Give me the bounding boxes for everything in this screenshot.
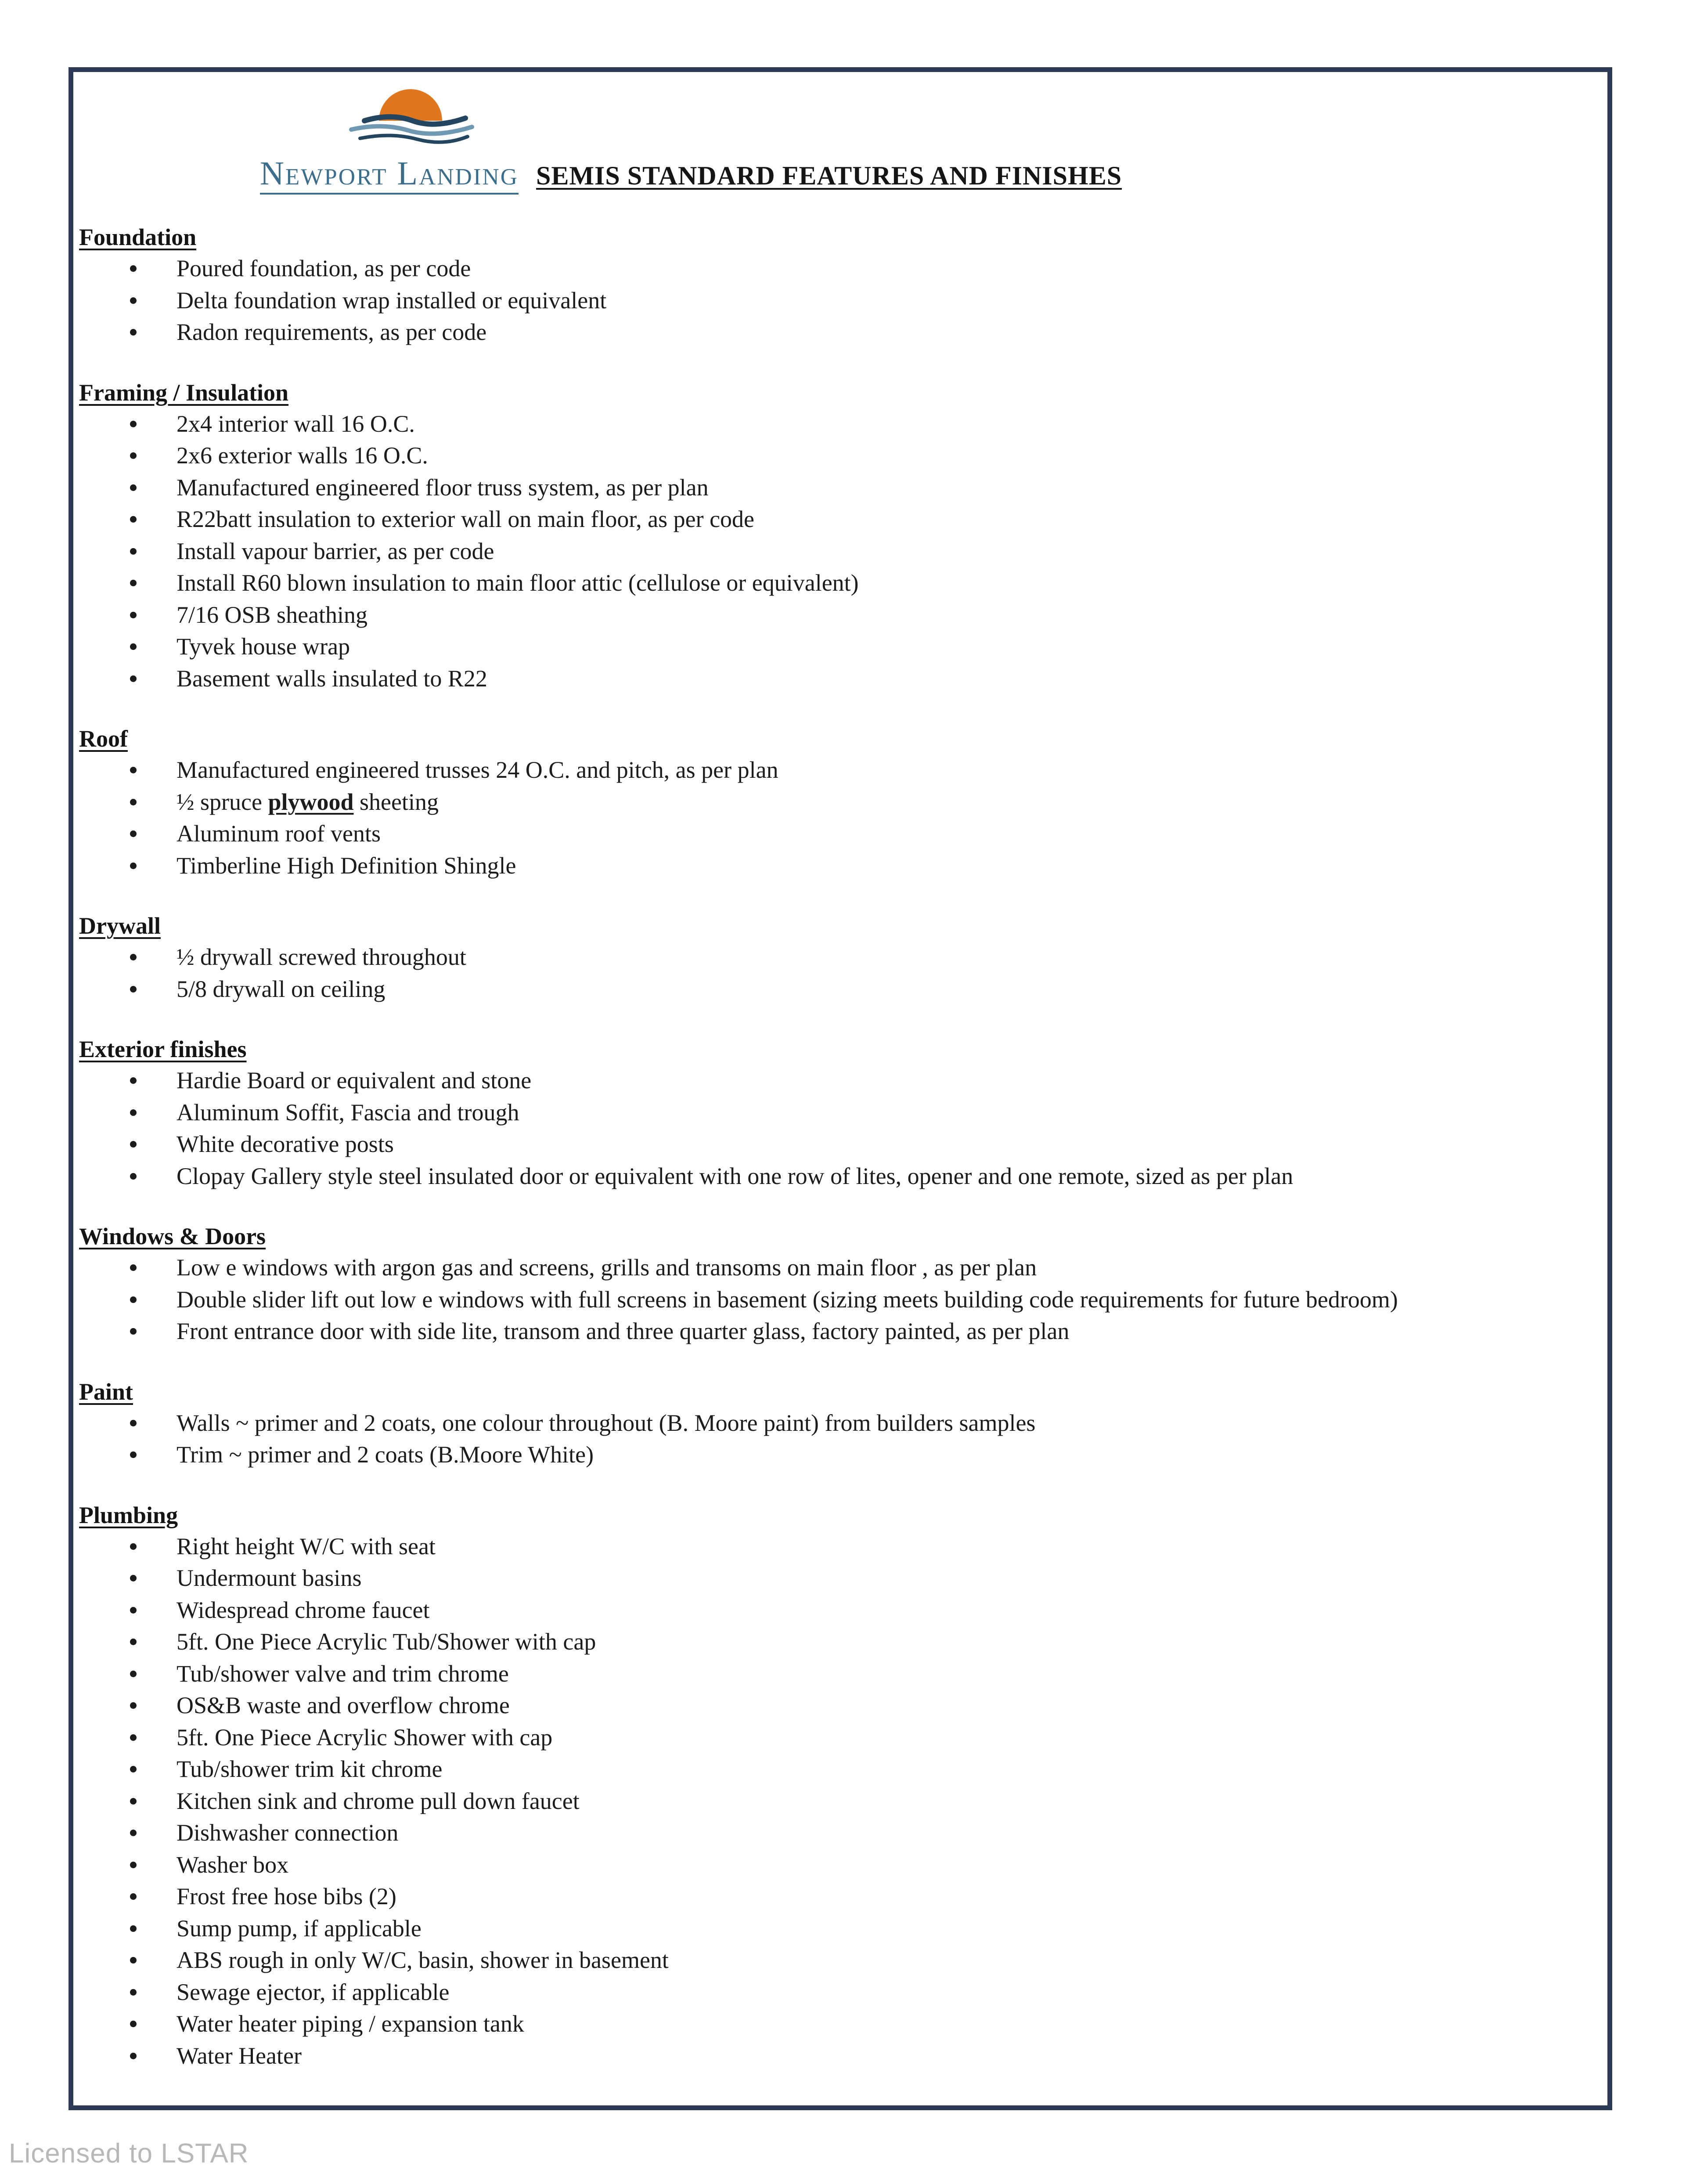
- license-watermark: Licensed to LSTAR: [9, 2138, 249, 2169]
- list-item: 5/8 drywall on ceiling: [79, 973, 1589, 1005]
- list-item: Front entrance door with side lite, transom and three quarter glass, factory painted, as per plan: [79, 1315, 1589, 1347]
- list-item: Right height W/C with seat: [79, 1531, 1589, 1563]
- plywood-text-after: sheeting: [353, 788, 439, 815]
- document-header: [260, 155, 1122, 193]
- list-item: 2x4 interior wall 16 O.C.: [79, 408, 1589, 440]
- list-item: Radon requirements, as per code: [79, 316, 1589, 348]
- section-drywall: [79, 910, 1589, 1005]
- list-item: Sump pump, if applicable: [79, 1913, 1589, 1945]
- list-item: OS&B waste and overflow chrome: [79, 1689, 1589, 1722]
- item-list: [79, 1407, 1589, 1471]
- plywood-emphasis: plywood: [268, 788, 354, 815]
- list-item: Manufactured engineered trusses 24 O.C. and pitch, as per plan: [79, 754, 1589, 786]
- wave-icon-3: [360, 135, 468, 142]
- section-framing-insulation: [79, 377, 1589, 695]
- list-item: Delta foundation wrap installed or equivalent: [79, 285, 1589, 317]
- list-item: Widespread chrome faucet: [79, 1594, 1589, 1626]
- list-item: Low e windows with argon gas and screens, grills and transoms on main floor , as per plan: [79, 1252, 1589, 1284]
- list-item: Sewage ejector, if applicable: [79, 1976, 1589, 2008]
- list-item: Install vapour barrier, as per code: [79, 535, 1589, 567]
- section-title: Exterior finishes: [79, 1036, 247, 1062]
- section-title: Paint: [79, 1378, 133, 1405]
- list-item: 7/16 OSB sheathing: [79, 599, 1589, 631]
- list-item: Manufactured engineered floor truss system, as per plan: [79, 472, 1589, 504]
- list-item: Install R60 blown insulation to main floor attic (cellulose or equivalent): [79, 567, 1589, 599]
- list-item: Trim ~ primer and 2 coats (B.Moore White): [79, 1439, 1589, 1471]
- list-item: Dishwasher connection: [79, 1817, 1589, 1849]
- document-title: SEMIS STANDARD FEATURES AND FINISHES: [536, 161, 1122, 190]
- brand-name: Newport Landing: [260, 155, 519, 195]
- list-item: Water Heater: [79, 2040, 1589, 2072]
- item-list: [79, 408, 1589, 695]
- wave-icon-2: [351, 126, 472, 134]
- list-item: Aluminum Soffit, Fascia and trough: [79, 1097, 1589, 1129]
- section-paint: [79, 1376, 1589, 1471]
- list-item: Tub/shower trim kit chrome: [79, 1753, 1589, 1785]
- list-item: Hardie Board or equivalent and stone: [79, 1065, 1589, 1097]
- item-list: [79, 1252, 1589, 1347]
- section-windows-doors: [79, 1221, 1589, 1347]
- item-list: [79, 754, 1589, 881]
- section-foundation: [79, 222, 1589, 348]
- section-exterior-finishes: [79, 1034, 1589, 1192]
- list-item: Frost free hose bibs (2): [79, 1881, 1589, 1913]
- item-list: [79, 941, 1589, 1005]
- sunset-waves-logo: [347, 80, 474, 146]
- item-list: [79, 253, 1589, 348]
- section-title: Plumbing: [79, 1502, 178, 1528]
- list-item-plywood: [79, 786, 1589, 818]
- section-title: Foundation: [79, 224, 197, 250]
- list-item: Undermount basins: [79, 1562, 1589, 1594]
- section-title: Windows & Doors: [79, 1223, 266, 1249]
- plywood-text-before: ½ spruce: [177, 788, 268, 815]
- list-item: Basement walls insulated to R22: [79, 663, 1589, 695]
- section-title: Framing / Insulation: [79, 379, 289, 406]
- list-item: Walls ~ primer and 2 coats, one colour throughout (B. Moore paint) from builders samples: [79, 1407, 1589, 1439]
- list-item: Poured foundation, as per code: [79, 253, 1589, 285]
- list-item: ABS rough in only W/C, basin, shower in basement: [79, 1944, 1589, 1976]
- list-item: 5ft. One Piece Acrylic Tub/Shower with cap: [79, 1626, 1589, 1658]
- item-list: [79, 1065, 1589, 1192]
- list-item: Tyvek house wrap: [79, 631, 1589, 663]
- section-title: Roof: [79, 726, 128, 752]
- section-roof: [79, 723, 1589, 881]
- list-item: R22batt insulation to exterior wall on main floor, as per code: [79, 503, 1589, 535]
- features-list: [79, 222, 1589, 2101]
- list-item: White decorative posts: [79, 1128, 1589, 1160]
- list-item: 2x6 exterior walls 16 O.C.: [79, 440, 1589, 472]
- section-plumbing: [79, 1500, 1589, 2072]
- list-item: Double slider lift out low e windows with full screens in basement (sizing meets building code requirements for future bedroom): [79, 1284, 1589, 1316]
- list-item: Tub/shower valve and trim chrome: [79, 1658, 1589, 1690]
- section-title: Drywall: [79, 913, 161, 939]
- list-item: ½ drywall screwed throughout: [79, 941, 1589, 973]
- list-item: Water heater piping / expansion tank: [79, 2008, 1589, 2040]
- list-item: Kitchen sink and chrome pull down faucet: [79, 1785, 1589, 1817]
- list-item: 5ft. One Piece Acrylic Shower with cap: [79, 1722, 1589, 1754]
- list-item: Clopay Gallery style steel insulated door or equivalent with one row of lites, opener and one remote, sized as per plan: [79, 1160, 1589, 1192]
- item-list: [79, 1531, 1589, 2072]
- list-item: Aluminum roof vents: [79, 818, 1589, 850]
- list-item: Washer box: [79, 1849, 1589, 1881]
- list-item: Timberline High Definition Shingle: [79, 850, 1589, 882]
